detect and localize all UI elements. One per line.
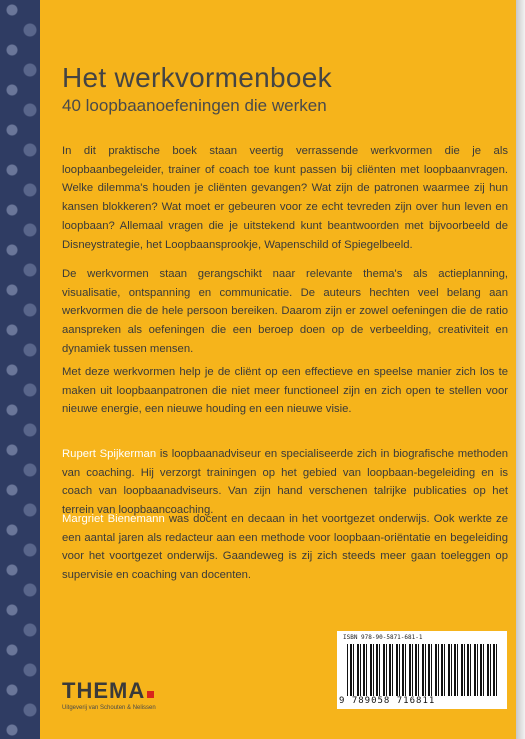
barcode [337, 631, 507, 709]
spine-pattern [0, 0, 40, 739]
barcode-number: 9 789058 716811 [339, 696, 436, 706]
barcode-bars [347, 644, 497, 696]
book-subtitle: 40 loopbaanoefeningen die werken [62, 96, 327, 115]
book-title: Het werkvormenboek [62, 62, 332, 93]
publisher-logo [62, 678, 156, 711]
author-bio [62, 510, 508, 585]
author-name: Margriet Bienemann [62, 513, 165, 525]
publisher-tagline: Uitgeverij van Schouten & Nelissen [62, 705, 156, 711]
logo-dot-icon [147, 691, 154, 698]
blurb-paragraph: De werkvormen staan gerangschikt naar relevante thema's als actieplanning, visualisatie, ontspanning en communicatie. De auteurs hechten veel belang aan werkvormen die de hele persoon bereiken. Daarom zijn er zowel oefeningen die de ratio aanspreken als oefeningen die een beroep doen op de verbeelding, creativiteit en dynamiek tussen mensen. [62, 268, 508, 355]
publisher-logo-text: THEMA [62, 678, 146, 703]
blurb-paragraph: Met deze werkvormen help je de cliënt op een effectieve en speelse manier zich los te maken uit loopbaanpatronen die niet meer functioneel zijn en zich open te stellen voor nieuwe energie, een nieuwe houding en een nieuwe visie. [62, 366, 508, 416]
isbn-label: ISBN 978-90-5871-681-1 [343, 634, 423, 641]
author-name: Rupert Spijkerman [62, 448, 157, 460]
author-bio-text: is loopbaanadviseur en specialiseerde zich in biografische methoden van coaching. Hij verzorgt trainingen op het gebied van loopbaan-begeleiding en is coach van loopbaanadviseurs. Van zijn hand verschenen talrijke publicaties op het terrein van loopbaancoaching. [62, 448, 509, 517]
author-bio [62, 445, 508, 520]
page-edge [516, 0, 525, 739]
author-bio-text: was docent en decaan in het voortgezet onderwijs. Ook werkte ze een aantal jaren als redacteur aan een methode voor loopbaan-oriëntatie en begeleiding voor het voortgezet onderwijs. Gaandeweg is zij zich steeds meer gaan toeleggen op supervisie en coaching van docenten. [62, 513, 508, 582]
blurb-paragraph: In dit praktische boek staan veertig verrassende werkvormen die je als loopbaanbegeleider, trainer of coach toe kunt passen bij cliënten met loopbaanvragen. Welke dilemma's houden je cliënten gevangen? Wat zijn de patronen waarmee zij hun kansen blokkeren? Wat moet er gebeuren voor ze echt tevreden zijn over hun leven en loopbaan? Allemaal vragen die je uitstekend kunt beantwoorden met bijvoorbeeld de Disneystrategie, het Loopbaansprookje, Wapenschild of Spiegelbeeld. [62, 145, 508, 251]
